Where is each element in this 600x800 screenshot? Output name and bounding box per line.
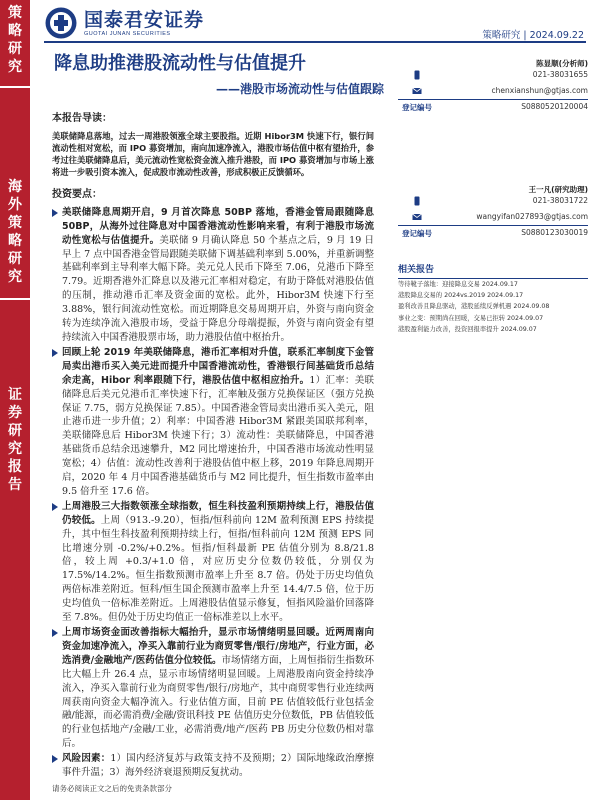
key-point-lead: 回顾上轮 2019 年美联储降息，港币汇率相对升值，联系汇率制度下金管局卖出港币买入美元进而提升中国香港流动性，香港银行间基础货币总结余走高，Hibor 利率跟随下行，港股估值中枢相应抬升。: [62, 346, 374, 386]
phone-icon: [412, 196, 422, 206]
related-report-link[interactable]: 等待靴子落地：迎接降息交易 2024.09.17: [398, 281, 518, 288]
registration-label: 登记编号: [402, 229, 432, 238]
guide-heading: 本报告导读：: [52, 113, 112, 124]
report-title: 降息助推港股流动性与估值提升: [54, 53, 306, 74]
key-point: [52, 206, 374, 345]
key-point-body: 美联储 9 月确认降息 50 个基点之后，9 月 19 日早上 7 点中国香港金管局跟随美联储下调基础利率到 5.00%，并重新调整基础利率到主导利率大幅下降。美元兑人民币下降至 7.06，兑港币下降至 7.79。近期香港外汇降息以及港元汇率相对稳定，有助于降低对港股估值的压制，推动港币汇率及资金面的宽松。此外，Hibor3M 快速下行至 3.88%，银行间流动性宽松。而近期降息交易周期开启，外资与南向资金转为连续净流入港股市场，受益于降息分母端提振，外资与南向资金有望持续流入中国香港股票市场，助力港股估值中枢抬升。: [62, 234, 374, 343]
email-icon: [412, 212, 422, 222]
key-point-body: 市场情绪方面，上周恒指衍生指数环比大幅上升 26.4 点，显示市场情绪明显回暖。上周港股南向资金持续净流入，净买入靠前行业为商贸零售/银行/房地产，其中商贸零售行业连续两周获南向资金大幅净流入。行业估值方面，目前 PE 估值较低行业包括金融/能源，而必需消费/金融/资讯科技 PE 估值历史分位数低，PB 估值较低的行业包括地产/金融/工业，必需消费/地产/医药 PB 历史分位数仍相对靠后。: [62, 654, 374, 750]
key-point-body: 上周（913.-9.20），恒指/恒科前向 12M 盈利预测 EPS 持续提升，其中恒生科技盈利预期持续上行，恒指/恒科前向 12M 预测 EPS 同比增速分别 -0.2%/+0.2%。恒指/恒科最新 PE 估值分别为 8.8/21.8 倍，较上周 +0.3/+1.0 倍，对应历史分位数仍较低，分别仅为 17.5%/14.2%。恒生指数预测市盈率上升至 8.7 倍。仍处于历史均值负两倍标准差附近。恒科/恒生国企预测市盈率上升至 14.4/7.5 倍，位于历史均值负一倍标准差附近。上周港股估值显示修复，恒指风险溢价回落降至 7.8%。但仍处于历史均值正一倍标准差以上水平。: [62, 514, 374, 624]
key-point-lead: 上周港股三大指数领涨全球指数，恒生科技盈利预期持续上行，港股估值仍较低。: [62, 500, 374, 526]
key-point: [52, 752, 374, 780]
logo-emblem-icon: [44, 6, 78, 40]
key-point-lead: 美联储降息周期开启，9 月首次降息 50BP 落地，香港金管局跟随降息 50BP，从海外过往降息对中国香港流动性影响来看，有利于港股市场流动性宽松与估值提升。: [62, 206, 374, 246]
key-point-lead: 风险因素：: [62, 753, 111, 765]
analyst-divider: [398, 99, 588, 100]
sidebar: [0, 0, 30, 800]
guide-summary: 美联储降息落地，过去一周港股领涨全球主要股指。近期 Hibor3M 快速下行，银行间流动性相对宽松，而 IPO 募资增加，南向加速净流入，港股市场估值中枢有望抬升，参考过往美联储降息后，美元流动性宽松资金流入推升港股，而 IPO 募资增加与市场上涨将进一步吸引资本流入，促成股市流动性改善，形成积极正反馈循环。: [52, 130, 374, 177]
key-points-list: [52, 206, 374, 780]
email-icon: [412, 86, 422, 96]
sidebar-divider: [0, 298, 30, 300]
registration-number: S0880123030019: [521, 228, 588, 237]
key-point-lead: 上周市场资金面改善指标大幅抬升，显示市场情绪明显回暖。近两周南向资金加速净流入，净买入靠前行业为商贸零售/银行/房地产，行业方面，必选消费/金融地产/医药估值分位较低。: [62, 627, 374, 666]
report-type: 策略研究: [482, 30, 521, 41]
meta-separator: |: [523, 30, 530, 41]
analyst-phone: 021-38031722: [532, 196, 588, 205]
analyst-divider: [398, 225, 588, 226]
report-date: 2024.09.22: [529, 30, 584, 41]
registration-label: 登记编号: [402, 103, 432, 112]
sidebar-divider: [0, 86, 30, 88]
related-report-link[interactable]: 盈利改善且降息驱动，港股延续反弹机遇 2024.09.08: [398, 303, 550, 311]
related-reports-title: 相关报告: [398, 262, 588, 279]
key-point: [52, 346, 374, 499]
related-reports: [398, 262, 588, 335]
sidebar-label-securities-report: 证 券 研 究 报 告: [8, 387, 22, 493]
analyst-name: 王一凡(研究助理): [528, 185, 588, 194]
company-logo: [44, 6, 204, 40]
related-report-link[interactable]: 港股盈利能力改善，投资回报率提升 2024.09.07: [398, 325, 537, 333]
analyst-phone: 021-38031655: [532, 70, 588, 79]
analyst-panel: [398, 58, 588, 270]
key-points-heading: 投资要点：: [52, 188, 102, 200]
analyst-name: 陈显顺(分析师): [536, 59, 588, 68]
phone-icon: [412, 70, 422, 80]
sidebar-label-strategy: 策 略 研 究: [8, 5, 22, 75]
related-report-link[interactable]: 港股降息交易的 2024vs.2019 2024.09.17: [398, 292, 524, 300]
logo-english-name: GUOTAI JUNAN SECURITIES: [84, 31, 171, 37]
related-report-link[interactable]: 事业之变：预期尚在回暖，交易已拒转 2024.09.07: [398, 314, 544, 322]
logo-chinese-name: 国泰君安证券: [84, 9, 205, 31]
registration-number: S0880520120004: [521, 102, 588, 111]
key-point: [52, 626, 374, 751]
analyst-card: [398, 184, 588, 270]
sidebar-label-overseas-strategy: 海 外 策 略 研 究: [8, 179, 22, 285]
report-subtitle: ——港股市场流动性与估值跟踪: [215, 82, 384, 96]
key-point-body: 1）汇率：美联储降息后美元兑港币汇率快速下行，汇率触及强方兑换保证区（强方兑换保证 7.75，弱方兑换保证 7.85）。中国香港金管局卖出港币买入美元，阻止港币进一步升值；2）利率：中国香港 Hibor3M 紧跟美国联邦利率，美联储降息后 Hibor3M 快速下行；3）流动性：美联储降息，中国香港基础货币总结余迅速攀升，M2 同比增速抬升，中国香港市场流动性明显宽松；4）估值：流动性改善利于港股估值中枢上移，2019 年降息周期开启，2020 年 4 月中国香港基础货币与 M2 同比提升，恒生指数市盈率由 9.5 倍升至 17.6 倍。: [62, 374, 375, 497]
key-point-body: 1）国内经济复苏与政策支持不及预期；2）国际地缘政治摩擦事件升温；3）海外经济衰退预期反复扰动。: [62, 753, 374, 779]
analyst-email: chenxianshun@gtjas.com: [491, 86, 588, 95]
analyst-email: wangyifan027893@gtjas.com: [476, 212, 588, 221]
key-point: [52, 500, 374, 625]
analyst-card: [398, 58, 588, 144]
report-meta: [482, 27, 584, 41]
main-content: [52, 112, 374, 781]
header-rule: [44, 41, 586, 43]
disclaimer-footer: 请务必阅读正文之后的免责条款部分: [52, 784, 172, 793]
